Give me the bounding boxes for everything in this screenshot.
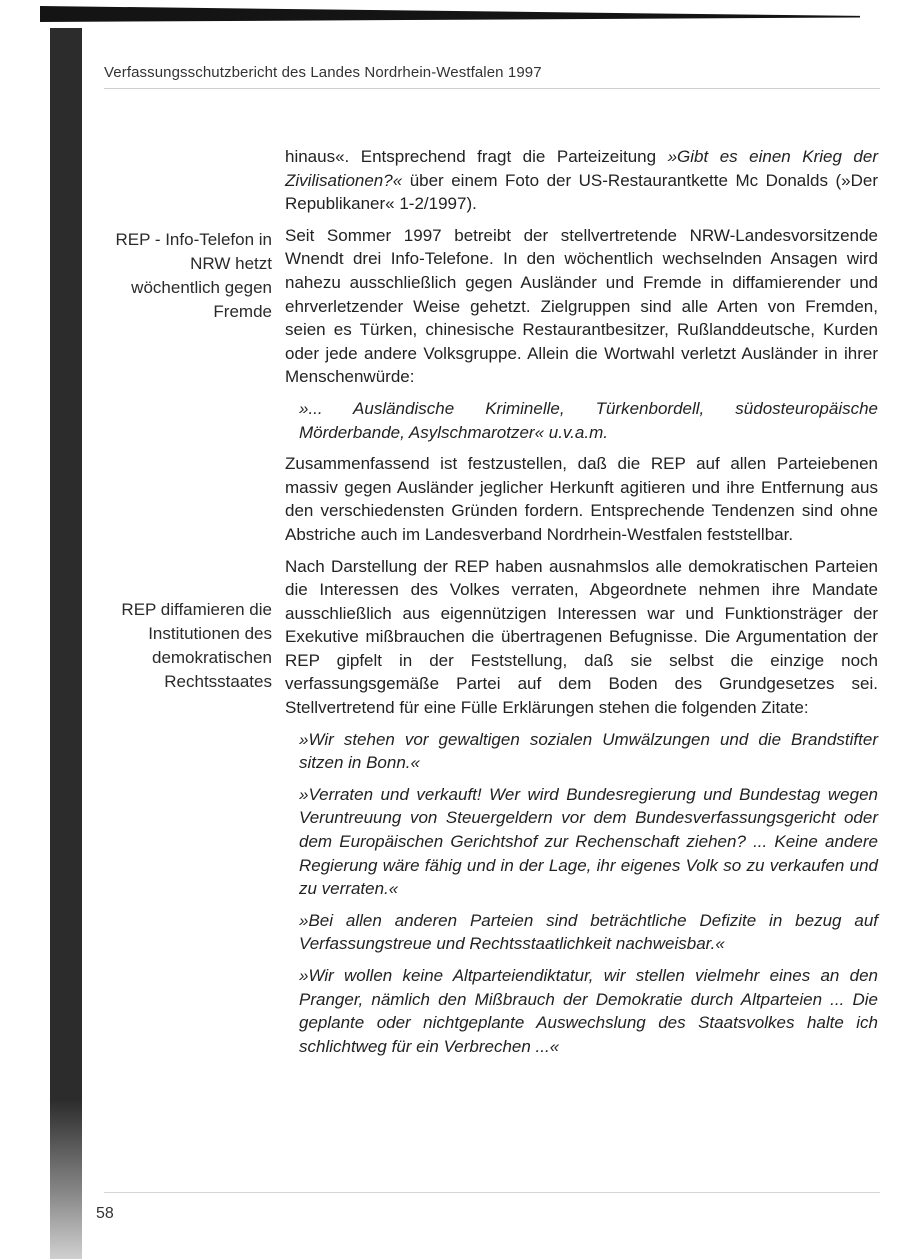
paragraph-1-quote: »Gibt es einen Krieg der Zivilisationen?«: [285, 147, 878, 190]
page-number: 58: [96, 1205, 114, 1222]
main-text: [285, 145, 878, 1066]
paragraph-1-text-b: über einem Foto der US-Restaurantkette Mc Donalds (»Der Republikaner« 1-2/1997).: [285, 170, 878, 214]
quote-2: »Wir stehen vor gewaltigen sozialen Umwälzungen und die Brandstifter sitzen in Bonn.«: [299, 729, 878, 773]
paragraph-4: Nach Darstellung der REP haben ausnahmslos alle demokratischen Parteien die Interessen des Volkes verraten, Abgeordnete nehmen ihre Mandate ausschließlich aus eigennützigen Interessen war und Funktionsträger der Exekutive mißbrauchen die übertragenen Befugnisse. Die Argumentation der REP gipfelt in der Feststellung, daß sie selbst die einzige noch verfassungsgemäße Partei auf dem Boden des Grundgesetzes sei. Stellvertretend für eine Fülle Erklärungen stehen die folgenden Zitate:: [285, 556, 878, 718]
running-header: Verfassungsschutzbericht des Landes Nordrhein-Westfalen 1997: [104, 64, 542, 81]
paragraph-1: [285, 145, 878, 216]
quote-5: »Wir wollen keine Altparteiendiktatur, wir stellen vielmehr eines an den Pranger, nämlich den Mißbrauch der Demokratie durch Altparteien ... Die geplante oder nichtgeplante Auswechslung des Staatsvolkes halte ich schlichtweg für ein Verbrechen ...«: [299, 966, 878, 1056]
left-edge-bar: [50, 28, 82, 1259]
quote-1: »... Ausländische Kriminelle, Türkenbordell, südosteuropäische Mörderbande, Asylschmarotzer« u.v.a.m.: [299, 398, 878, 442]
paragraph-3: Zusammenfassend ist festzustellen, daß die REP auf allen Parteiebenen massiv gegen Ausländer jeglicher Herkunft agitieren und ihre Entfernung aus den verschiedensten Gründen fordern. Entsprechende Tendenzen sind ohne Abstriche auch im Landesverband Nordrhein-Westfalen feststellbar.: [285, 454, 878, 544]
top-rule: [40, 6, 860, 22]
header-rule: [104, 88, 880, 89]
quote-4: »Bei allen anderen Parteien sind beträchtliche Defizite in bezug auf Verfassungstreue und Rechtsstaatlichkeit nachweisbar.«: [299, 910, 878, 954]
footer-rule: [104, 1192, 880, 1193]
quote-3: »Verraten und verkauft! Wer wird Bundesregierung und Bundestag wegen Veruntreuung von Steuergeldern vor dem Bundesverfassungsgericht oder dem Europäischen Gerichtshof zur Rechenschaft ziehen? ... Keine andere Regierung wäre fähig und in der Lage, ihr eigenes Volk so zu verkaufen und zu verraten.«: [299, 784, 878, 899]
margin-note-info-telefon: REP - Info-Telefon in NRW hetzt wöchentlich gegen Fremde: [115, 230, 272, 321]
left-edge-bar-fade: [50, 1100, 82, 1259]
margin-note-diffamieren: REP diffamieren die Institutionen des demokratischen Rechtsstaates: [121, 600, 272, 691]
paragraph-1-text-a: hinaus«. Entsprechend fragt die Parteizeitung: [285, 147, 668, 166]
paragraph-2: Seit Sommer 1997 betreibt der stellvertretende NRW-Landesvorsitzende Wnendt drei Info-Telefone. In den wöchentlich wechselnden Ansagen wird nahezu ausschließlich gegen Ausländer und Fremde in diffamierender und ehrverletzender Weise gehetzt. Zielgruppen sind alle Arten von Fremden, seien es Türken, chinesische Restaurantbesitzer, Rußlanddeutsche, Kurden oder jede andere Volksgruppe. Allein die Wortwahl verletzt Ausländer in ihrer Menschenwürde:: [285, 225, 878, 387]
